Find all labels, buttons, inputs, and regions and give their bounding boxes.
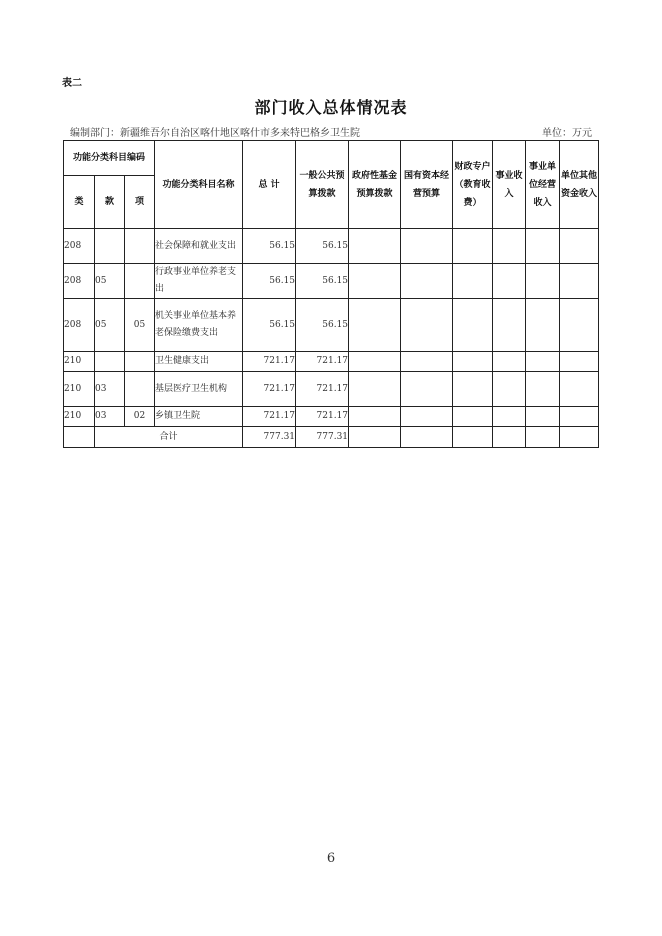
unit-info: 单位：万元 <box>542 128 592 139</box>
cell-state-capital <box>401 264 453 299</box>
cell-fiscal-special <box>453 299 493 352</box>
header-func-name: 功能分类科目名称 <box>155 141 243 229</box>
total-value: 777.31 <box>243 427 296 448</box>
cell-kuan: 03 <box>95 407 125 427</box>
cell-business-income <box>493 352 526 372</box>
cell-general-budget: 56.15 <box>296 299 349 352</box>
header-row-1 <box>64 141 599 176</box>
cell-lei: 208 <box>64 229 95 264</box>
total-general-budget: 777.31 <box>296 427 349 448</box>
header-kuan: 款 <box>95 176 125 229</box>
cell-gov-fund <box>349 372 401 407</box>
cell-func-name: 行政事业单位养老支出 <box>155 264 243 299</box>
cell-xiang: 05 <box>125 299 155 352</box>
cell-other-income <box>560 229 599 264</box>
cell-xiang <box>125 229 155 264</box>
total-row <box>64 427 599 448</box>
cell-gov-fund <box>349 352 401 372</box>
cell-lei: 210 <box>64 372 95 407</box>
cell-gov-fund <box>349 407 401 427</box>
cell-xiang <box>125 352 155 372</box>
cell-state-capital <box>401 372 453 407</box>
table-body <box>64 229 599 448</box>
cell-general-budget: 721.17 <box>296 352 349 372</box>
cell-kuan: 05 <box>95 264 125 299</box>
cell-general-budget: 56.15 <box>296 229 349 264</box>
cell-general-budget: 721.17 <box>296 372 349 407</box>
cell-blank <box>349 427 401 448</box>
table-row <box>64 299 599 352</box>
cell-other-income <box>560 264 599 299</box>
cell-business-income <box>493 229 526 264</box>
cell-other-income <box>560 352 599 372</box>
cell-blank <box>560 427 599 448</box>
cell-kuan: 05 <box>95 299 125 352</box>
cell-blank <box>453 427 493 448</box>
cell-total: 721.17 <box>243 352 296 372</box>
total-label: 合计 <box>95 427 243 448</box>
cell-lei: 208 <box>64 299 95 352</box>
cell-kuan <box>95 229 125 264</box>
cell-operating-income <box>526 264 560 299</box>
table-row <box>64 229 599 264</box>
cell-kuan: 03 <box>95 372 125 407</box>
cell-kuan <box>95 352 125 372</box>
cell-func-name: 机关事业单位基本养老保险缴费支出 <box>155 299 243 352</box>
cell-business-income <box>493 407 526 427</box>
cell-fiscal-special <box>453 352 493 372</box>
cell-general-budget: 56.15 <box>296 264 349 299</box>
cell-lei: 208 <box>64 264 95 299</box>
cell-blank <box>64 427 95 448</box>
cell-fiscal-special <box>453 372 493 407</box>
cell-total: 721.17 <box>243 407 296 427</box>
cell-operating-income <box>526 352 560 372</box>
cell-state-capital <box>401 229 453 264</box>
cell-fiscal-special <box>453 407 493 427</box>
cell-total: 56.15 <box>243 299 296 352</box>
cell-business-income <box>493 264 526 299</box>
cell-xiang <box>125 264 155 299</box>
cell-state-capital <box>401 407 453 427</box>
cell-func-name: 乡镇卫生院 <box>155 407 243 427</box>
cell-gov-fund <box>349 264 401 299</box>
table-row <box>64 352 599 372</box>
cell-gov-fund <box>349 299 401 352</box>
header-general-budget: 一般公共预算拨款 <box>296 141 349 229</box>
table-row <box>64 264 599 299</box>
cell-other-income <box>560 299 599 352</box>
header-gov-fund: 政府性基金预算拨款 <box>349 141 401 229</box>
cell-operating-income <box>526 407 560 427</box>
cell-total: 56.15 <box>243 264 296 299</box>
cell-other-income <box>560 372 599 407</box>
header-state-capital: 国有资本经营预算 <box>401 141 453 229</box>
cell-fiscal-special <box>453 229 493 264</box>
table-row <box>64 407 599 427</box>
cell-total: 56.15 <box>243 229 296 264</box>
header-fiscal-special: 财政专户（教育收费） <box>453 141 493 229</box>
cell-xiang <box>125 372 155 407</box>
cell-lei: 210 <box>64 407 95 427</box>
cell-blank <box>401 427 453 448</box>
page-title: 部门收入总体情况表 <box>254 98 408 117</box>
cell-operating-income <box>526 229 560 264</box>
cell-fiscal-special <box>453 264 493 299</box>
cell-blank <box>526 427 560 448</box>
cell-general-budget: 721.17 <box>296 407 349 427</box>
header-func-code: 功能分类科目编码 <box>64 141 155 176</box>
cell-state-capital <box>401 299 453 352</box>
cell-xiang: 02 <box>125 407 155 427</box>
cell-total: 721.17 <box>243 372 296 407</box>
cell-operating-income <box>526 299 560 352</box>
cell-gov-fund <box>349 229 401 264</box>
department-info: 编制部门：新疆维吾尔自治区喀什地区喀什市多来特巴格乡卫生院 <box>70 128 360 139</box>
header-total: 总 计 <box>243 141 296 229</box>
cell-business-income <box>493 372 526 407</box>
header-xiang: 项 <box>125 176 155 229</box>
header-other-income: 单位其他资金收入 <box>560 141 599 229</box>
cell-blank <box>493 427 526 448</box>
table-row <box>64 372 599 407</box>
cell-func-name: 卫生健康支出 <box>155 352 243 372</box>
cell-state-capital <box>401 352 453 372</box>
header-operating-income: 事业单位经营收入 <box>526 141 560 229</box>
cell-other-income <box>560 407 599 427</box>
cell-operating-income <box>526 372 560 407</box>
cell-func-name: 社会保障和就业支出 <box>155 229 243 264</box>
header-business-income: 事业收入 <box>493 141 526 229</box>
cell-func-name: 基层医疗卫生机构 <box>155 372 243 407</box>
page-number: 6 <box>326 851 336 866</box>
income-summary-table <box>63 140 599 448</box>
table-number-label: 表二 <box>62 78 82 89</box>
cell-business-income <box>493 299 526 352</box>
header-lei: 类 <box>64 176 95 229</box>
cell-lei: 210 <box>64 352 95 372</box>
